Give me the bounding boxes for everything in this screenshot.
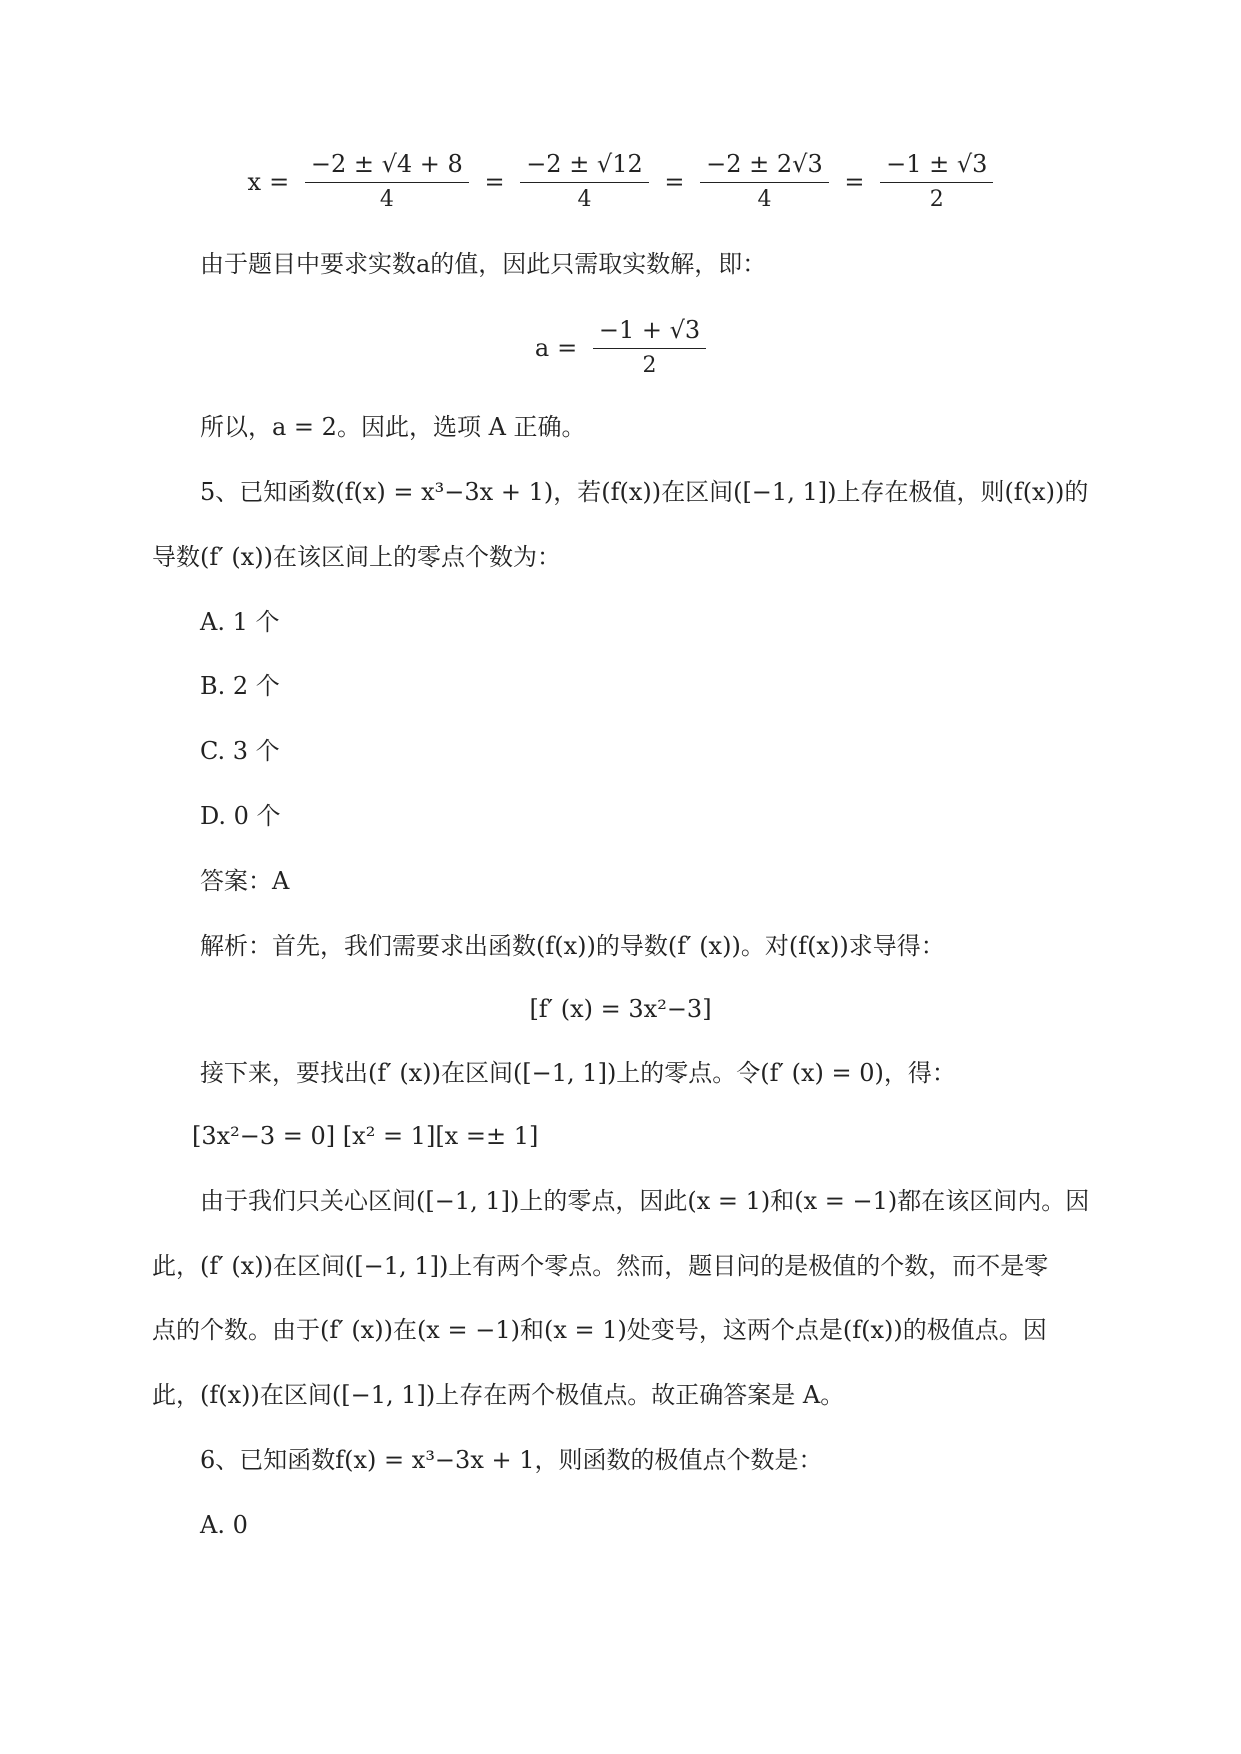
fraction-4 <box>880 152 993 211</box>
question-5-line-1: 5、已知函数(f(x) = x³−3x + 1)，若(f(x))在区间([−1, 1])上存在极值，则(f(x))的 <box>200 478 1089 506</box>
paragraph-conclusion: 所以，a = 2。因此，选项 A 正确。 <box>200 413 586 441</box>
explanation-line-4: 此，(f(x))在区间([−1, 1])上存在两个极值点。故正确答案是 A。 <box>152 1381 845 1409</box>
fraction-3-denominator: 4 <box>757 187 772 212</box>
explanation-line-1: 由于我们只关心区间([−1, 1])上的零点，因此(x = 1)和(x = −1)都在该区间内。因 <box>200 1187 1090 1215</box>
explanation-line-3: 点的个数。由于(f′ (x))在(x = −1)和(x = 1)处变号，这两个点是(f(x))的极值点。因 <box>152 1316 1047 1344</box>
equals-sign: = <box>664 167 685 196</box>
next-step-line: 接下来，要找出(f′ (x))在区间([−1, 1])上的零点。令(f′ (x) = 0)，得： <box>200 1059 956 1087</box>
fraction-a <box>593 318 706 377</box>
fraction-2-numerator: −2 ± √12 <box>520 152 649 183</box>
option-d: D. 0 个 <box>200 802 281 830</box>
fraction-3 <box>700 152 829 211</box>
fraction-4-denominator: 2 <box>929 187 944 212</box>
eq2-lhs: a <box>534 333 550 362</box>
solve-line: [3x²−3 = 0] [x² = 1][x =± 1] <box>192 1122 539 1150</box>
equals-sign: = <box>844 167 865 196</box>
derivative-formula: [f′ (x) = 3x²−3] <box>529 995 712 1023</box>
option-c: C. 3 个 <box>200 737 280 765</box>
option-a: A. 1 个 <box>200 608 280 636</box>
answer-line: 答案：A <box>200 867 290 895</box>
paragraph-real-solution: 由于题目中要求实数a的值，因此只需取实数解，即： <box>200 250 767 278</box>
question-5-line-2: 导数(f′ (x))在该区间上的零点个数为： <box>152 543 561 571</box>
equals-sign: = <box>557 333 578 362</box>
fraction-a-numerator: −1 + √3 <box>593 318 706 349</box>
fraction-1-denominator: 4 <box>379 187 394 212</box>
question-6-option-a: A. 0 <box>200 1511 248 1539</box>
fraction-3-numerator: −2 ± 2√3 <box>700 152 829 183</box>
fraction-1-numerator: −2 ± √4 + 8 <box>305 152 469 183</box>
question-6-line-1: 6、已知函数f(x) = x³−3x + 1，则函数的极值点个数是： <box>200 1446 823 1474</box>
fraction-a-denominator: 2 <box>642 353 657 378</box>
option-b: B. 2 个 <box>200 672 280 700</box>
fraction-2-denominator: 4 <box>577 187 592 212</box>
equals-sign: = <box>269 167 290 196</box>
equation-quadratic-solution <box>0 152 1241 211</box>
fraction-4-numerator: −1 ± √3 <box>880 152 993 183</box>
equation-a-value <box>0 318 1241 377</box>
equals-sign: = <box>484 167 505 196</box>
fraction-2 <box>520 152 649 211</box>
explanation-line-2: 此，(f′ (x))在区间([−1, 1])上有两个零点。然而，题目问的是极值的个数，而不是零 <box>152 1252 1049 1280</box>
eq1-lhs: x <box>247 167 262 196</box>
fraction-1 <box>305 152 469 211</box>
analysis-line-1: 解析：首先，我们需要求出函数(f(x))的导数(f′ (x))。对(f(x))求导得： <box>200 932 945 960</box>
